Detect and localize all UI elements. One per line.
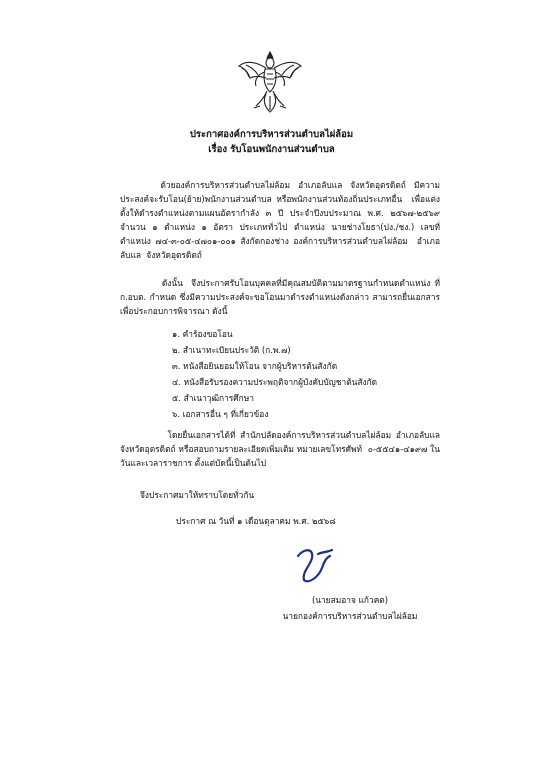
announcement-subject: เรื่อง รับโอนพนักงานส่วนตำบล	[208, 144, 335, 155]
list-item: ๔. หนังสือรับรองความประพฤติจากผู้บังคับบัญชาต้นสังกัด	[172, 377, 378, 387]
signer-position: นายกองค์การบริหารส่วนตำบลไผ่ล้อม	[282, 611, 418, 621]
announcement-heading: ประกาศองค์การบริหารส่วนตำบลไผ่ล้อม	[189, 129, 354, 140]
announcement-paragraph: ดังนั้น จึงประกาศรับโอนบุคคลที่มีคุณสมบัติตามมาตรฐานกำหนดตำแหน่ง ที่ ก.อบต. กำหนด ซึ่งมีความประสงค์จะขอโอนมาดำรงตำแหน่งดังกล่าว สามารถยื่นเอกสารเพื่อประกอบการพิจารณา ดังนี้	[120, 278, 443, 316]
date-line: ประกาศ ณ วันที่ ๑ เดือนตุลาคม พ.ศ. ๒๕๖๘	[176, 516, 336, 526]
handwritten-signature	[288, 538, 338, 586]
garuda-emblem-icon	[236, 48, 304, 114]
signer-name: (นายสมอาจ แก้วคต)	[311, 595, 389, 605]
list-item: ๓. หนังสือยินยอมให้โอน จากผู้บริหารต้นสังกัด	[172, 361, 338, 371]
required-documents-list	[172, 326, 377, 422]
list-item: ๕. สำเนาวุฒิการศึกษา	[172, 393, 254, 403]
intro-paragraph: ด้วยองค์การบริหารส่วนตำบลไผ่ล้อม อำเภอลับแล จังหวัดอุตรดิตถ์ มีความประสงค์จะรับโอน(ย้าย)พนักงานส่วนตำบล หรือพนักงานส่วนท้องถิ่นประเภทอื่น เพื่อแต่งตั้งให้ดำรงตำแหน่งตามแผนอัตรากำลัง ๓ ปี ประจำปีงบประมาณ พ.ศ. ๒๕๖๗-๒๕๖๙ จำนวน ๑ ตำแหน่ง ๑ อัตรา ประเภททั่วไป ตำแหน่ง นายช่างโยธา(ปง./ชง.) เลขที่ตำแหน่ง ๗๔-๓-๐๕-๔๗๐๑-๐๐๑ สังกัดกองช่าง องค์การบริหารส่วนตำบลไผ่ล้อม อำเภอลับแล จังหวัดอุตรดิตถ์	[120, 180, 443, 260]
list-item: ๒. สำเนาทะเบียนประวัติ (ก.พ.๗)	[172, 345, 291, 355]
list-item: ๑. คำร้องขอโอน	[172, 329, 233, 339]
submission-paragraph: โดยยื่นเอกสารได้ที่ สำนักปลัดองค์การบริหารส่วนตำบลไผ่ล้อม อำเภอลับแล จังหวัดอุตรดิตถ์ หรือสอบถามรายละเอียดเพิ่มเติม หมายเลขโทรศัพท์ ๐-๕๕๔๑-๔๑๙๗ ในวันและเวลาราชการ ตั้งแต่บัดนี้เป็นต้นไป	[120, 430, 443, 468]
list-item: ๖. เอกสารอื่น ๆ ที่เกี่ยวข้อง	[172, 409, 269, 419]
closing-line: จึงประกาศมาให้ทราบโดยทั่วกัน	[140, 490, 255, 500]
